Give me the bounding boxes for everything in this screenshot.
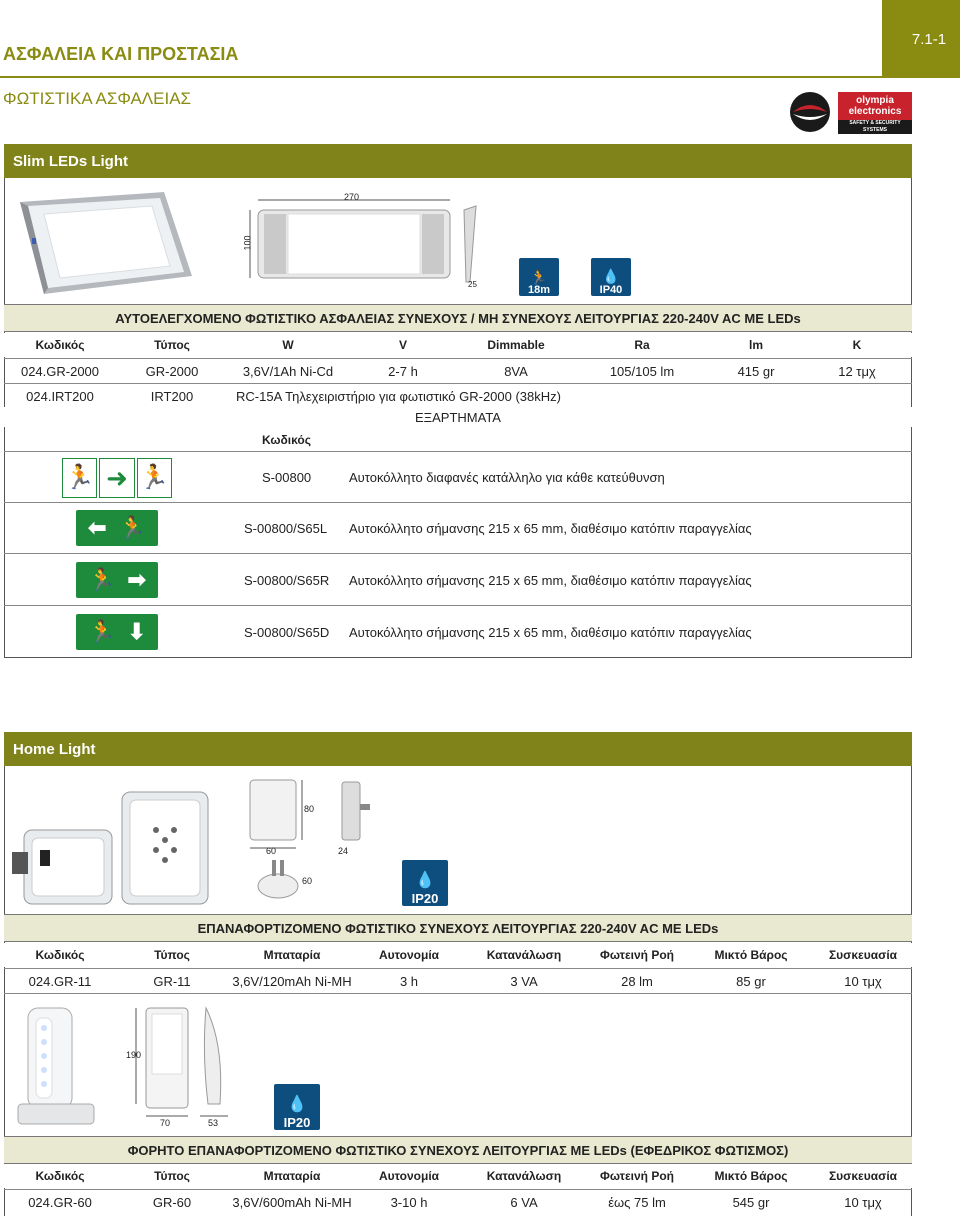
section-home-light-title	[4, 732, 912, 766]
col-header: lm	[748, 338, 763, 352]
cell: 3-10 h	[390, 1194, 428, 1210]
logo-tagline: SAFETY & SECURITY SYSTEMS	[838, 120, 912, 134]
col-header: Dimmable	[487, 338, 545, 352]
running-man-icon: 🏃	[118, 515, 146, 540]
section-slim-leds-title	[4, 144, 912, 178]
distance-18m-icon: 🏃 18m	[519, 258, 559, 296]
accessory-desc: Αυτοκόλλητο σήμανσης 215 x 65 mm, διαθέσιμο κατόπιν παραγγελίας	[349, 625, 752, 640]
cell: 28 lm	[621, 973, 653, 989]
dim-w: 70	[160, 1118, 171, 1128]
portable-light-dimension-drawing	[128, 1004, 238, 1128]
running-man-icon: 🏃	[62, 458, 97, 498]
page-subtitle: ΦΩΤΙΣΤΙΚΑ ΑΣΦΑΛΕΙΑΣ	[3, 89, 192, 108]
cell: έως 75 lm	[608, 1194, 666, 1210]
running-man-icon: 🏃	[88, 619, 116, 644]
header-divider	[0, 76, 882, 78]
accessory-code: S-00800/S65L	[244, 521, 328, 536]
col-header: Μικτό Βάρος	[714, 948, 788, 962]
arrow-left-icon: ⬅	[88, 515, 107, 540]
cell: 85 gr	[736, 973, 766, 989]
dim-width: 270	[344, 192, 360, 202]
col-header: Φωτεινή Ροή	[599, 1169, 675, 1183]
cell: 415 gr	[737, 363, 775, 379]
running-man-icon: 🏃	[88, 567, 116, 592]
accessory-desc: Αυτοκόλλητο σήμανσης 215 x 65 mm, διαθέσιμο κατόπιν παραγγελίας	[349, 573, 752, 588]
sign-s00800-image	[62, 458, 172, 498]
icon-ip20-label: IP20	[411, 891, 439, 906]
col-header: Τύπος	[154, 1169, 190, 1183]
cell: GR-60	[152, 1194, 192, 1210]
icon-ip20-label: IP20	[283, 1115, 311, 1130]
cell: 3,6V/1Ah Ni-Cd	[242, 363, 334, 379]
running-man-icon: 🏃	[137, 458, 172, 498]
col-header: Συσκευασία	[828, 948, 898, 962]
col-header: W	[282, 338, 294, 352]
ip40-icon: 💧 IP40	[591, 258, 631, 296]
cell: 024.IRT200	[26, 388, 94, 404]
col-header: Μπαταρία	[263, 1169, 321, 1183]
col-header: Αυτονομία	[378, 1169, 440, 1183]
page-title: ΑΣΦΑΛΕΙΑ ΚΑΙ ΠΡΟΣΤΑΣΙΑ	[3, 44, 239, 64]
cell: 8VA	[504, 363, 528, 379]
portable-light-product-image	[14, 1004, 104, 1128]
cell: 024.GR-2000	[20, 363, 100, 379]
slim-product-heading: ΑΥΤΟΕΛΕΓΧΟΜΕΝΟ ΦΩΤΙΣΤΙΚΟ ΑΣΦΑΛΕΙΑΣ ΣΥΝΕΧΟΥΣ / ΜΗ ΣΥΝΕΧΟΥΣ ΛΕΙΤΟΥΡΓΙΑΣ 220-240V AC ΜΕ LEDs	[4, 304, 912, 332]
col-header: Μπαταρία	[263, 948, 321, 962]
dim-a: 80	[304, 804, 315, 814]
logo-text-1: olympia	[856, 95, 894, 106]
slim-light-dimension-drawing	[244, 190, 494, 290]
accessory-desc: Αυτοκόλλητο σήμανσης 215 x 65 mm, διαθέσιμο κατόπιν παραγγελίας	[349, 521, 752, 536]
cell: 3,6V/120mAh Ni-MH	[232, 973, 352, 989]
cell: 024.GR-60	[28, 1194, 92, 1210]
cell: RC-15A Τηλεχειριστήριο για φωτιστικό GR-2000 (38kHz)	[236, 388, 561, 404]
arrow-right-icon: ➡	[127, 567, 146, 592]
sign-s65l-image	[76, 510, 158, 546]
col-header: Κωδικός	[35, 948, 85, 962]
arrow-right-icon: ➜	[99, 458, 134, 498]
dim-c: 24	[338, 846, 349, 856]
cell: GR-11	[153, 973, 191, 989]
cell: 105/105 lm	[609, 363, 675, 379]
dim-d: 53	[208, 1118, 219, 1128]
cell: 10 τμχ	[844, 1194, 882, 1210]
dim-d: 60	[302, 876, 313, 886]
cell: 3,6V/600mAh Ni-MH	[232, 1194, 352, 1210]
logo-swirl-icon	[788, 90, 832, 134]
cell: 3 h	[399, 973, 419, 989]
col-header: V	[398, 338, 407, 352]
col-header: Κωδικός	[35, 1169, 85, 1183]
col-header: Ra	[634, 338, 650, 352]
accessories-title: ΕΞΑΡΤΗΜΑΤΑ	[4, 407, 912, 427]
home-product-heading: ΕΠΑΝΑΦΟΡΤΙΖΟΜΕΝΟ ΦΩΤΙΣΤΙΚΟ ΣΥΝΕΧΟΥΣ ΛΕΙΤΟΥΡΓΙΑΣ 220-240V AC ΜΕ LEDs	[4, 914, 912, 942]
table-row	[4, 384, 912, 408]
accessories-col-header: Κωδικός	[262, 433, 312, 447]
accessory-desc: Αυτοκόλλητο διαφανές κατάλληλο για κάθε κατεύθυνση	[349, 470, 665, 485]
page-number: 7.1-1	[911, 30, 947, 48]
home-light-dimension-drawing	[244, 776, 374, 906]
brand-logo	[788, 90, 914, 134]
icon-distance-label: 18m	[527, 284, 551, 296]
col-header: Φωτεινή Ροή	[599, 948, 675, 962]
slim-light-product-image	[14, 190, 194, 300]
home-light-product-image	[10, 790, 210, 910]
table-row	[4, 359, 912, 383]
col-header: Τύπος	[154, 338, 190, 352]
logo-text-2: electronics	[848, 106, 902, 117]
cell: 12 τμχ	[838, 363, 876, 379]
portable-table-header	[4, 1164, 912, 1188]
sign-s65d-image	[76, 614, 158, 650]
arrow-down-icon: ⬇	[127, 619, 146, 644]
dim-depth: 25	[468, 280, 477, 289]
col-header: Αυτονομία	[378, 948, 440, 962]
cell: 10 τμχ	[844, 973, 882, 989]
col-header: Μικτό Βάρος	[714, 1169, 788, 1183]
dim-b: 60	[266, 846, 277, 856]
accessory-code: S-00800/S65R	[244, 573, 330, 588]
cell: 2-7 h	[388, 363, 418, 379]
col-header: Κατανάλωση	[486, 948, 562, 962]
cell: IRT200	[150, 388, 194, 404]
page-number-badge	[882, 0, 960, 78]
cell: 024.GR-11	[28, 973, 92, 989]
accessory-code: S-00800/S65D	[244, 625, 330, 640]
cell: 3 VA	[510, 973, 538, 989]
cell: 6 VA	[510, 1194, 538, 1210]
icon-ip40-label: IP40	[599, 284, 623, 296]
col-header: K	[852, 338, 862, 352]
table-row	[4, 969, 912, 993]
home-table-header	[4, 943, 912, 967]
col-header: Συσκευασία	[828, 1169, 898, 1183]
section-title-text: Slim LEDs Light	[13, 152, 129, 170]
col-header: Τύπος	[154, 948, 190, 962]
table-row	[4, 1190, 912, 1214]
ip20-icon: 💧 IP20	[402, 860, 448, 906]
portable-product-heading: ΦΟΡΗΤΟ ΕΠΑΝΑΦΟΡΤΙΖΟΜΕΝΟ ΦΩΤΙΣΤΙΚΟ ΣΥΝΕΧΟΥΣ ΛΕΙΤΟΥΡΓΙΑΣ ΜΕ LEDs (ΕΦΕΔΡΙΚΟΣ ΦΩΤΙΣΜΟΣ)	[4, 1136, 912, 1164]
col-header: Κατανάλωση	[486, 1169, 562, 1183]
col-header: Κωδικός	[35, 338, 85, 352]
ip20-icon: 💧 IP20	[274, 1084, 320, 1130]
dim-h: 190	[126, 1050, 142, 1060]
sign-s65r-image	[76, 562, 158, 598]
section-title-text: Home Light	[13, 740, 96, 758]
cell: 545 gr	[732, 1194, 770, 1210]
slim-table-header	[4, 333, 912, 357]
cell: GR-2000	[145, 363, 199, 379]
accessory-code: S-00800	[262, 470, 312, 485]
dim-height: 100	[242, 235, 253, 251]
